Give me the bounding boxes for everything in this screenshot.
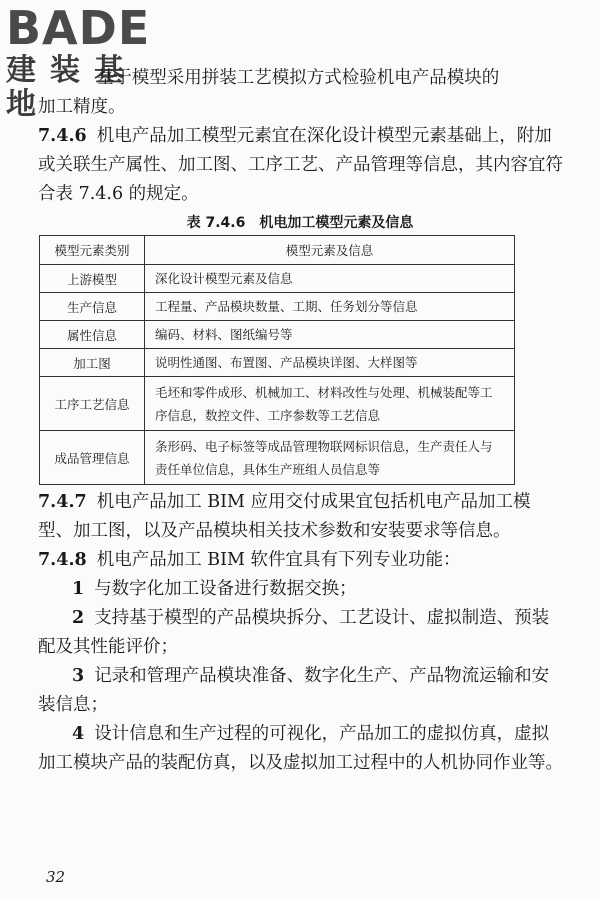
row-info: 条形码、电子标签等成品管理物联网标识信息，生产责任人与责任单位信息，具体生产班组人员信息等 — [145, 431, 515, 485]
clause-line-2: 加工精度。 — [38, 97, 126, 117]
clause-7-4-6 — [38, 122, 563, 209]
page-number: 32 — [46, 868, 66, 886]
row-category: 上游模型 — [40, 265, 145, 293]
table-row — [40, 265, 515, 293]
clause-text: 机电产品加工模型元素宜在深化设计模型元素基础上，附加或关联生产属性、加工图、工序工艺、产品管理等信息，其内容宜符合表 7.4.6 的规定。 — [38, 126, 563, 204]
row-category: 属性信息 — [40, 321, 145, 349]
list-item — [38, 575, 563, 604]
table-caption-label: 表 7.4.6 — [186, 215, 246, 231]
table-row — [40, 293, 515, 321]
clause-number: 7.4.7 — [38, 492, 87, 512]
logo-sub-text: 建装基地 — [6, 53, 138, 122]
row-info: 毛坯和零件成形、机械加工、材料改性与处理、机械装配等工序信息，数控文件、工序参数等工艺信息 — [145, 377, 515, 431]
list-item — [38, 604, 563, 662]
item-number: 1 — [72, 579, 85, 599]
row-category: 成品管理信息 — [40, 431, 145, 485]
table-caption — [0, 212, 600, 232]
header-category: 模型元素类别 — [40, 236, 145, 265]
clause-line-1: 基于模型采用拼装工艺模拟方式检验机电产品模块的 — [96, 68, 500, 88]
list-item — [38, 720, 563, 778]
logo-main-text: BADE — [6, 1, 151, 55]
clause-number: 7.4.6 — [38, 126, 87, 146]
list-item — [38, 662, 563, 720]
clause-7-4-5 — [38, 64, 563, 122]
item-text: 设计信息和生产过程的可视化，产品加工的虚拟仿真，虚拟加工模块产品的装配仿真，以及虚拟加工过程中的人机协同作业等。 — [38, 724, 563, 773]
item-number: 4 — [72, 724, 85, 744]
item-text: 支持基于模型的产品模块拆分、工艺设计、虚拟制造、预装配及其性能评价； — [38, 608, 550, 657]
table-row — [40, 431, 515, 485]
row-info: 深化设计模型元素及信息 — [145, 265, 515, 293]
item-text: 与数字化加工设备进行数据交换； — [94, 579, 357, 599]
item-number: 3 — [72, 666, 85, 686]
row-category: 生产信息 — [40, 293, 145, 321]
clause-number: 7.4.8 — [38, 550, 87, 570]
clause-7-4-7 — [38, 488, 563, 546]
header-info: 模型元素及信息 — [145, 236, 515, 265]
item-text: 记录和管理产品模块准备、数字化生产、产品物流运输和安装信息； — [38, 666, 550, 715]
table-row — [40, 321, 515, 349]
row-category: 加工图 — [40, 349, 145, 377]
clause-text: 机电产品加工 BIM 应用交付成果宜包括机电产品加工模型、加工图，以及产品模块相关技术参数和安装要求等信息。 — [38, 492, 531, 541]
table-header-row — [40, 236, 515, 265]
model-elements-table — [39, 235, 515, 485]
clause-text: 机电产品加工 BIM 软件宜具有下列专业功能： — [96, 550, 461, 570]
row-category: 工序工艺信息 — [40, 377, 145, 431]
row-info: 说明性通图、布置图、产品模块详图、大样图等 — [145, 349, 515, 377]
table-caption-title: 机电加工模型元素及信息 — [259, 215, 414, 231]
item-number: 2 — [72, 608, 85, 628]
clause-7-4-8 — [38, 546, 563, 575]
row-info: 工程量、产品模块数量、工期、任务划分等信息 — [145, 293, 515, 321]
table-row — [40, 377, 515, 431]
table-row — [40, 349, 515, 377]
row-info: 编码、材料、图纸编号等 — [145, 321, 515, 349]
